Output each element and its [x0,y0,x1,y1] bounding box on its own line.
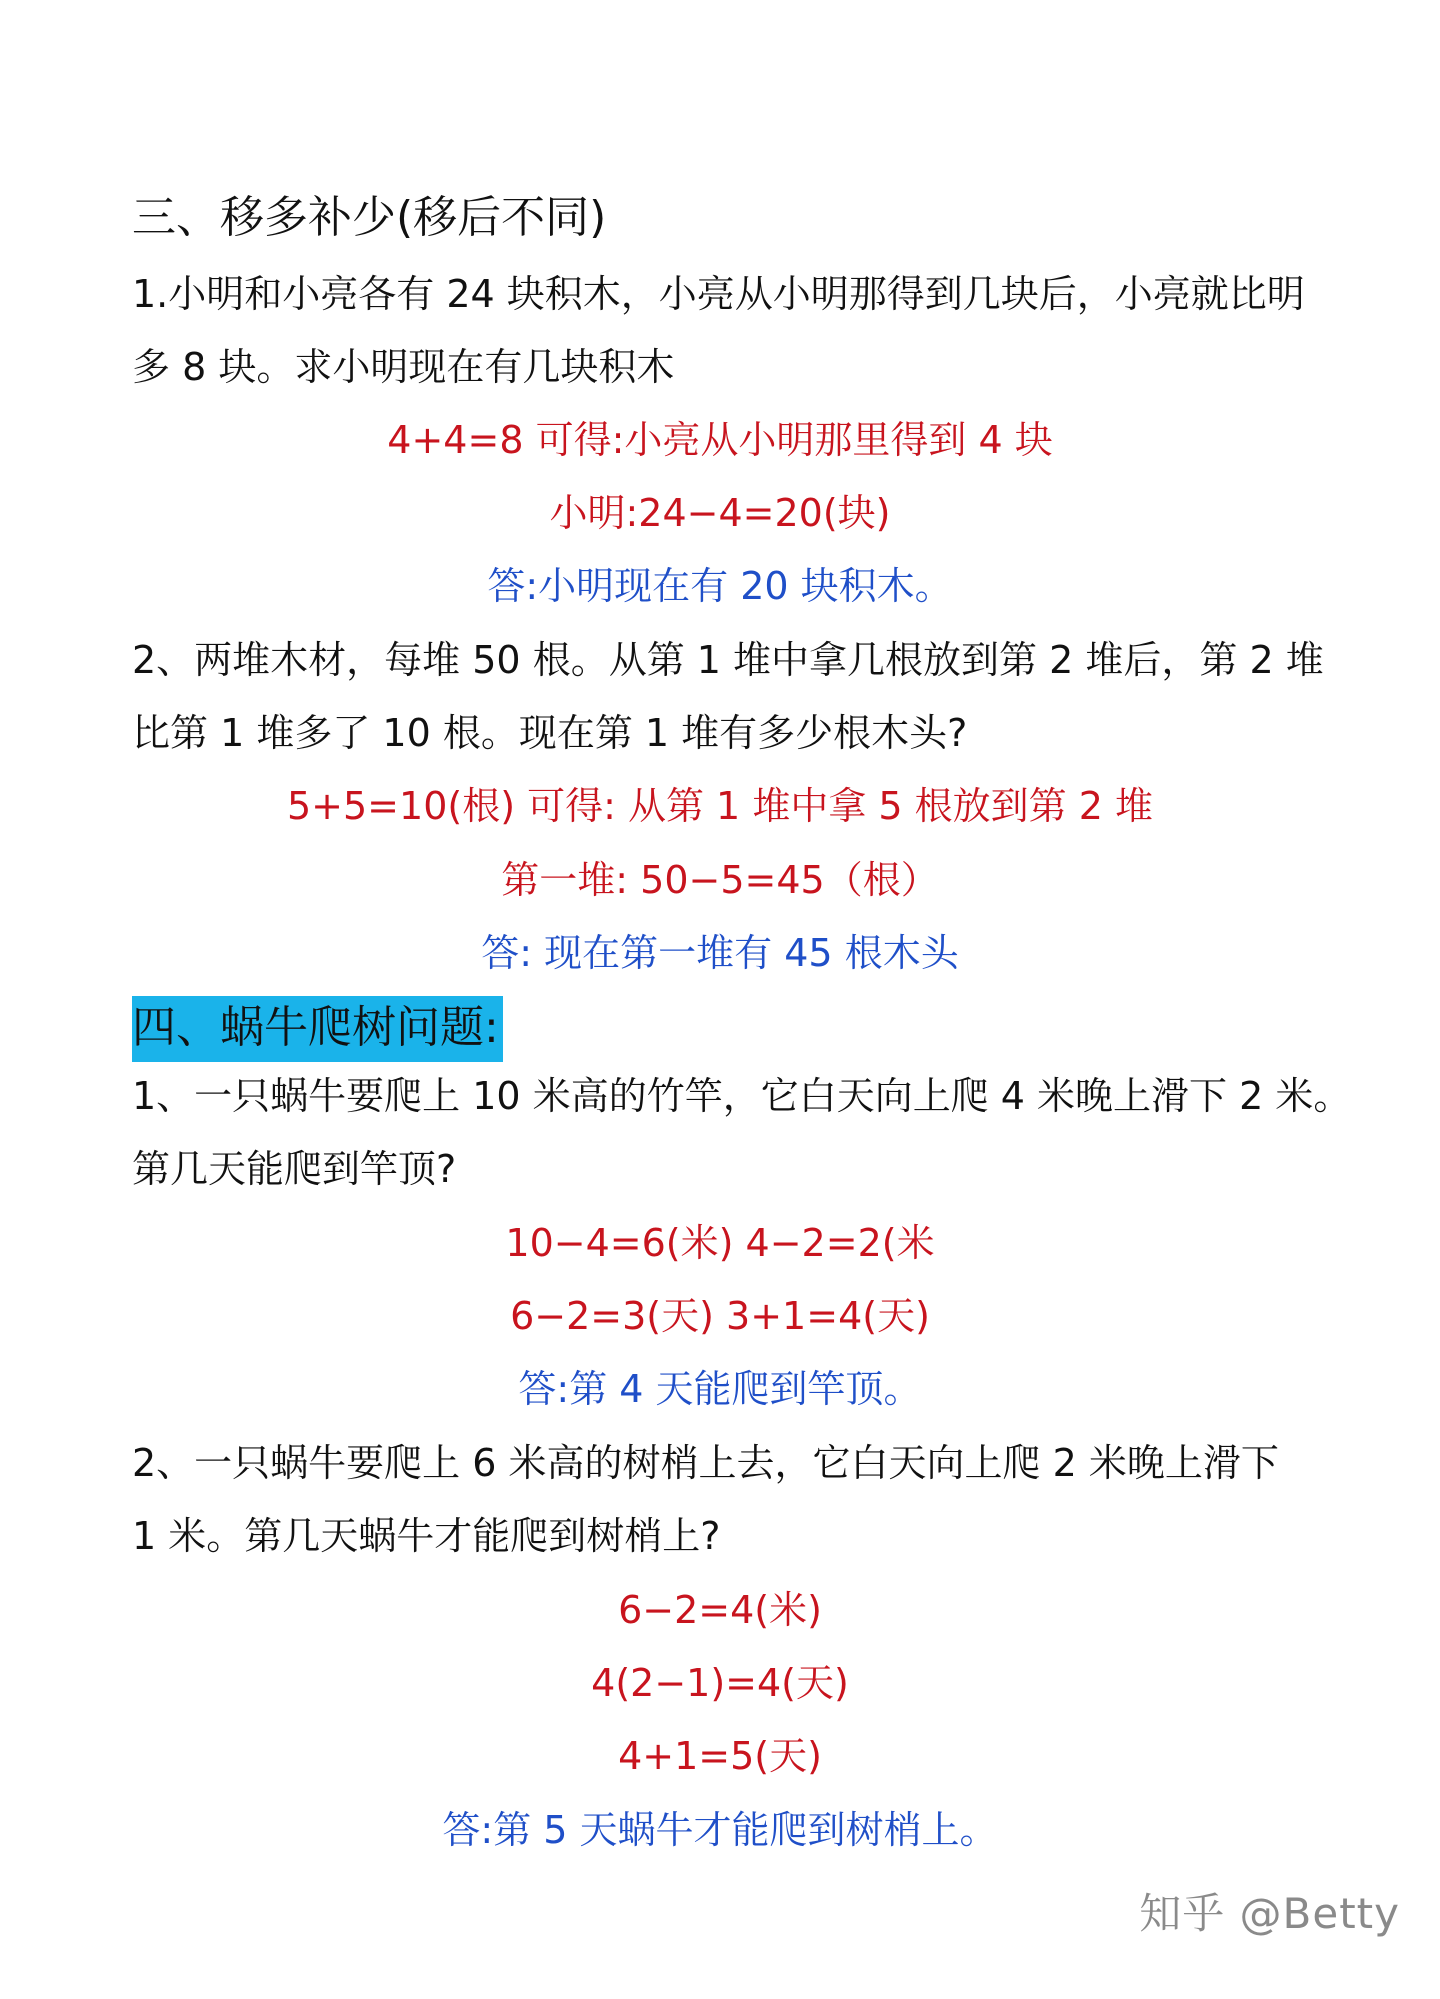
section-3-heading: 三、移多补少(移后不同) [132,192,607,243]
s4-problem-1-answer: 答:第 4 天能爬到竿顶。 [518,1367,922,1411]
s3-problem-2-solution-1: 5+5=10(根) 可得: 从第 1 堆中拿 5 根放到第 2 堆 [286,784,1153,828]
s4-problem-1-line-2: 第几天能爬到竿顶? [132,1147,457,1191]
s4-problem-2-line-2: 1 米。第几天蜗牛才能爬到树梢上? [132,1514,721,1558]
watermark: 知乎 @Betty [1139,1889,1400,1938]
s4-problem-1-line-1: 1、一只蜗牛要爬上 10 米高的竹竿，它白天向上爬 4 米晚上滑下 2 米。 [132,1074,1352,1118]
s4-problem-2-solution-2: 4(2−1)=4(天) [591,1661,849,1705]
s4-problem-2-line-1: 2、一只蜗牛要爬上 6 米高的树梢上去，它白天向上爬 2 米晚上滑下 [132,1441,1279,1485]
s3-problem-2-answer: 答: 现在第一堆有 45 根木头 [481,931,959,975]
s3-problem-1-solution-2: 小明:24−4=20(块) [549,491,891,535]
s4-problem-2-solution-1: 6−2=4(米) [618,1588,822,1632]
s3-problem-1-line-2: 多 8 块。求小明现在有几块积木 [132,345,675,389]
s4-problem-2-answer: 答:第 5 天蜗牛才能爬到树梢上。 [442,1808,998,1852]
s3-problem-1-line-1: 1.小明和小亮各有 24 块积木，小亮从小明那得到几块后，小亮就比明 [132,272,1305,316]
s4-problem-1-solution-1: 10−4=6(米) 4−2=2(米 [505,1221,935,1265]
s4-problem-2-solution-3: 4+1=5(天) [618,1734,822,1778]
section-4-heading: 四、蜗牛爬树问题: [132,996,503,1062]
s3-problem-2-solution-2: 第一堆: 50−5=45（根） [501,858,939,902]
s3-problem-2-line-1: 2、两堆木材，每堆 50 根。从第 1 堆中拿几根放到第 2 堆后，第 2 堆 [132,638,1324,682]
s3-problem-2-line-2: 比第 1 堆多了 10 根。现在第 1 堆有多少根木头? [132,711,968,755]
s3-problem-1-answer: 答:小明现在有 20 块积木。 [487,564,953,608]
section-4-heading-row [132,996,1322,1062]
s3-problem-1-solution-1: 4+4=8 可得:小亮从小明那里得到 4 块 [387,418,1053,462]
s4-problem-1-solution-2: 6−2=3(天) 3+1=4(天) [510,1294,930,1338]
